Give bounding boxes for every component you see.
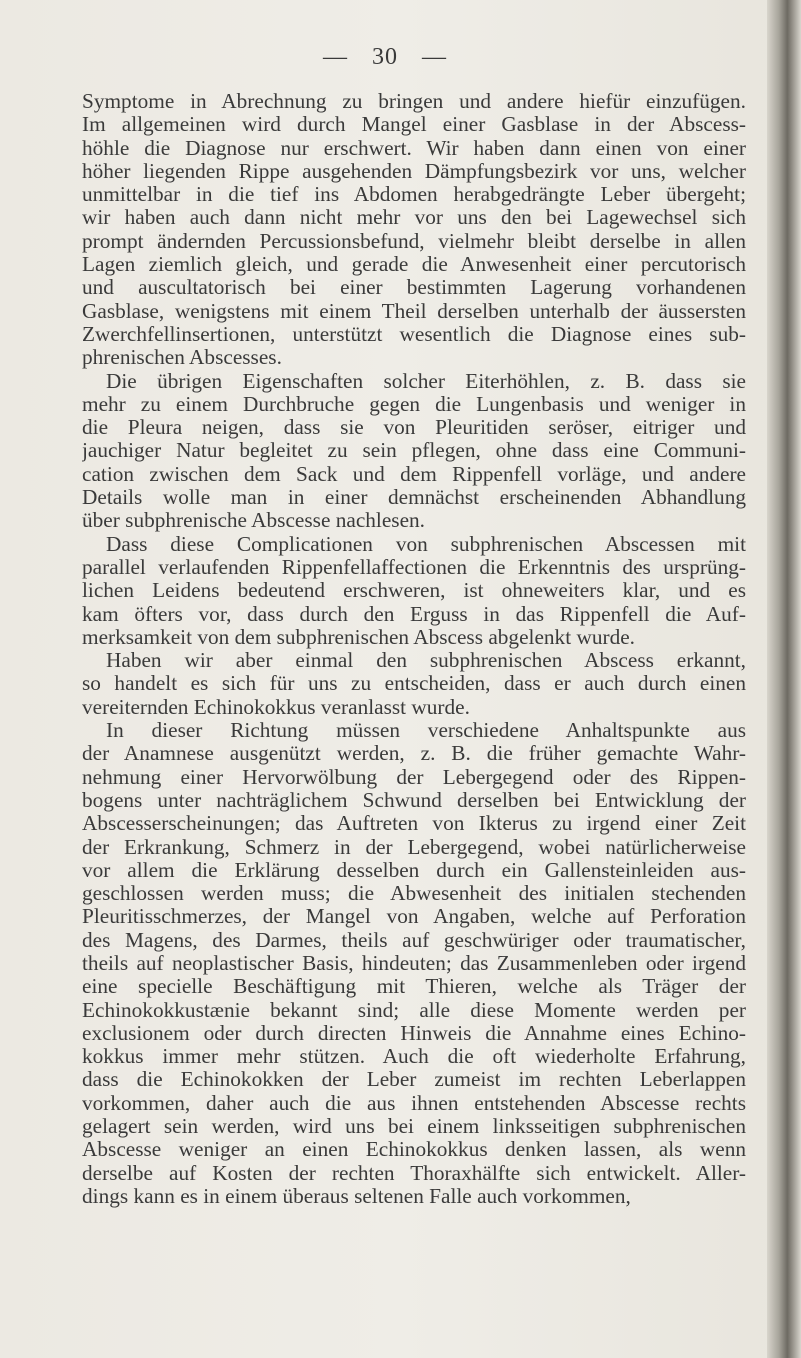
text-line: nehmung einer Hervorwölbung der Lebergegend oder des Rippen- bbox=[82, 765, 746, 789]
text-line: mehr zu einem Durchbruche gegen die Lungenbasis und weniger in bbox=[82, 392, 746, 416]
text-line: Pleuritisschmerzes, der Mangel von Angaben, welche auf Perforation bbox=[82, 905, 746, 929]
text-line: kam öfters vor, dass durch den Erguss in das Rippenfell die Auf- bbox=[82, 602, 746, 626]
text-line: lichen Leidens bedeutend erschweren, ist ohneweiters klar, und es bbox=[82, 579, 746, 603]
text-line: des Magens, des Darmes, theils auf geschwüriger oder traumatischer, bbox=[82, 928, 746, 952]
text-line: Lagen ziemlich gleich, und gerade die Anwesenheit einer percutorisch bbox=[82, 253, 746, 277]
text-line: In dieser Richtung müssen verschiedene Anhaltspunkte aus bbox=[106, 719, 746, 743]
text-line: phrenischen Abscesses. bbox=[82, 346, 282, 370]
text-line: prompt ändernden Percussionsbefund, vielmehr bleibt derselbe in allen bbox=[82, 229, 746, 253]
text-line: vereiternden Echinokokkus veranlasst wurde. bbox=[82, 695, 470, 719]
text-line: Gasblase, wenigstens mit einem Theil derselben unterhalb der äussersten bbox=[82, 299, 746, 323]
text-line: dass die Echinokokken der Leber zumeist im rechten Leberlappen bbox=[82, 1068, 746, 1092]
text-line: höhle die Diagnose nur erschwert. Wir haben dann einen von einer bbox=[82, 136, 746, 160]
text-line: Haben wir aber einmal den subphrenischen Abscess erkannt, bbox=[106, 649, 746, 673]
page-header bbox=[0, 44, 770, 71]
text-line: der Anamnese ausgenützt werden, z. B. die früher gemachte Wahr- bbox=[82, 742, 746, 766]
text-line: cation zwischen dem Sack und dem Rippenfell vorläge, und andere bbox=[82, 462, 746, 486]
text-line: wir haben auch dann nicht mehr vor uns den bei Lagewechsel sich bbox=[82, 206, 746, 230]
body-text bbox=[82, 90, 746, 1208]
text-line: parallel verlaufenden Rippenfellaffectionen die Erkenntnis des ursprüng- bbox=[82, 555, 746, 579]
text-line: Die übrigen Eigenschaften solcher Eiterhöhlen, z. B. dass sie bbox=[106, 369, 746, 393]
page-number: 30 bbox=[372, 44, 398, 70]
text-line: und auscultatorisch bei einer bestimmten Lagerung vorhandenen bbox=[82, 276, 746, 300]
text-line: Im allgemeinen wird durch Mangel einer Gasblase in der Abscess- bbox=[82, 113, 746, 137]
text-line: die Pleura neigen, dass sie von Pleuritiden seröser, eitriger und bbox=[82, 416, 746, 440]
text-line: derselbe auf Kosten der rechten Thoraxhälfte sich entwickelt. Aller- bbox=[82, 1161, 746, 1185]
text-line: Symptome in Abrechnung zu bringen und andere hiefür einzufügen. bbox=[82, 90, 746, 113]
text-line: geschlossen werden muss; die Abwesenheit des initialen stechenden bbox=[82, 882, 746, 906]
text-line: so handelt es sich für uns zu entscheiden, dass er auch durch einen bbox=[82, 672, 746, 696]
text-line: eine specielle Beschäftigung mit Thieren, welche als Träger der bbox=[82, 975, 746, 999]
text-line: bogens unter nachträglichem Schwund derselben bei Entwicklung der bbox=[82, 788, 746, 812]
text-line: unmittelbar in die tief ins Abdomen herabgedrängte Leber übergeht; bbox=[82, 183, 746, 207]
text-line: kokkus immer mehr stützen. Auch die oft wiederholte Erfahrung, bbox=[82, 1045, 746, 1069]
header-dash-right: — bbox=[422, 44, 447, 70]
text-line: exclusionem oder durch directen Hinweis die Annahme eines Echino- bbox=[82, 1021, 746, 1045]
text-line: höher liegenden Rippe ausgehenden Dämpfungsbezirk vor uns, welcher bbox=[82, 159, 746, 183]
text-line: vor allem die Erklärung desselben durch ein Gallensteinleiden aus- bbox=[82, 858, 746, 882]
text-line: vorkommen, daher auch die aus ihnen entstehenden Abscesse rechts bbox=[82, 1091, 746, 1115]
text-line: Echinokokkustænie bekannt sind; alle diese Momente werden per bbox=[82, 998, 746, 1022]
text-line: theils auf neoplastischer Basis, hindeuten; das Zusammenleben oder irgend bbox=[82, 951, 746, 975]
text-line: Abscesserscheinungen; das Auftreten von Ikterus zu irgend einer Zeit bbox=[82, 812, 746, 836]
text-line: dings kann es in einem überaus seltenen Falle auch vorkommen, bbox=[82, 1184, 631, 1208]
text-line: der Erkrankung, Schmerz in der Lebergegend, wobei natürlicherweise bbox=[82, 835, 746, 859]
text-line: Zwerchfellinsertionen, unterstützt wesentlich die Diagnose eines sub- bbox=[82, 322, 746, 346]
text-line: gelagert sein werden, wird uns bei einem linksseitigen subphrenischen bbox=[82, 1115, 746, 1139]
page-edge-shadow bbox=[767, 0, 801, 1358]
text-line: Details wolle man in einer demnächst erscheinenden Abhandlung bbox=[82, 486, 746, 510]
text-line: Abscesse weniger an einen Echinokokkus denken lassen, als wenn bbox=[82, 1138, 746, 1162]
text-line: jauchiger Natur begleitet zu sein pflegen, ohne dass eine Communi- bbox=[82, 439, 746, 463]
text-line: Dass diese Complicationen von subphrenischen Abscessen mit bbox=[106, 532, 746, 556]
text-line: merksamkeit von dem subphrenischen Abscess abgelenkt wurde. bbox=[82, 625, 635, 649]
text-line: über subphrenische Abscesse nachlesen. bbox=[82, 509, 426, 533]
header-dash-left: — bbox=[323, 44, 348, 70]
